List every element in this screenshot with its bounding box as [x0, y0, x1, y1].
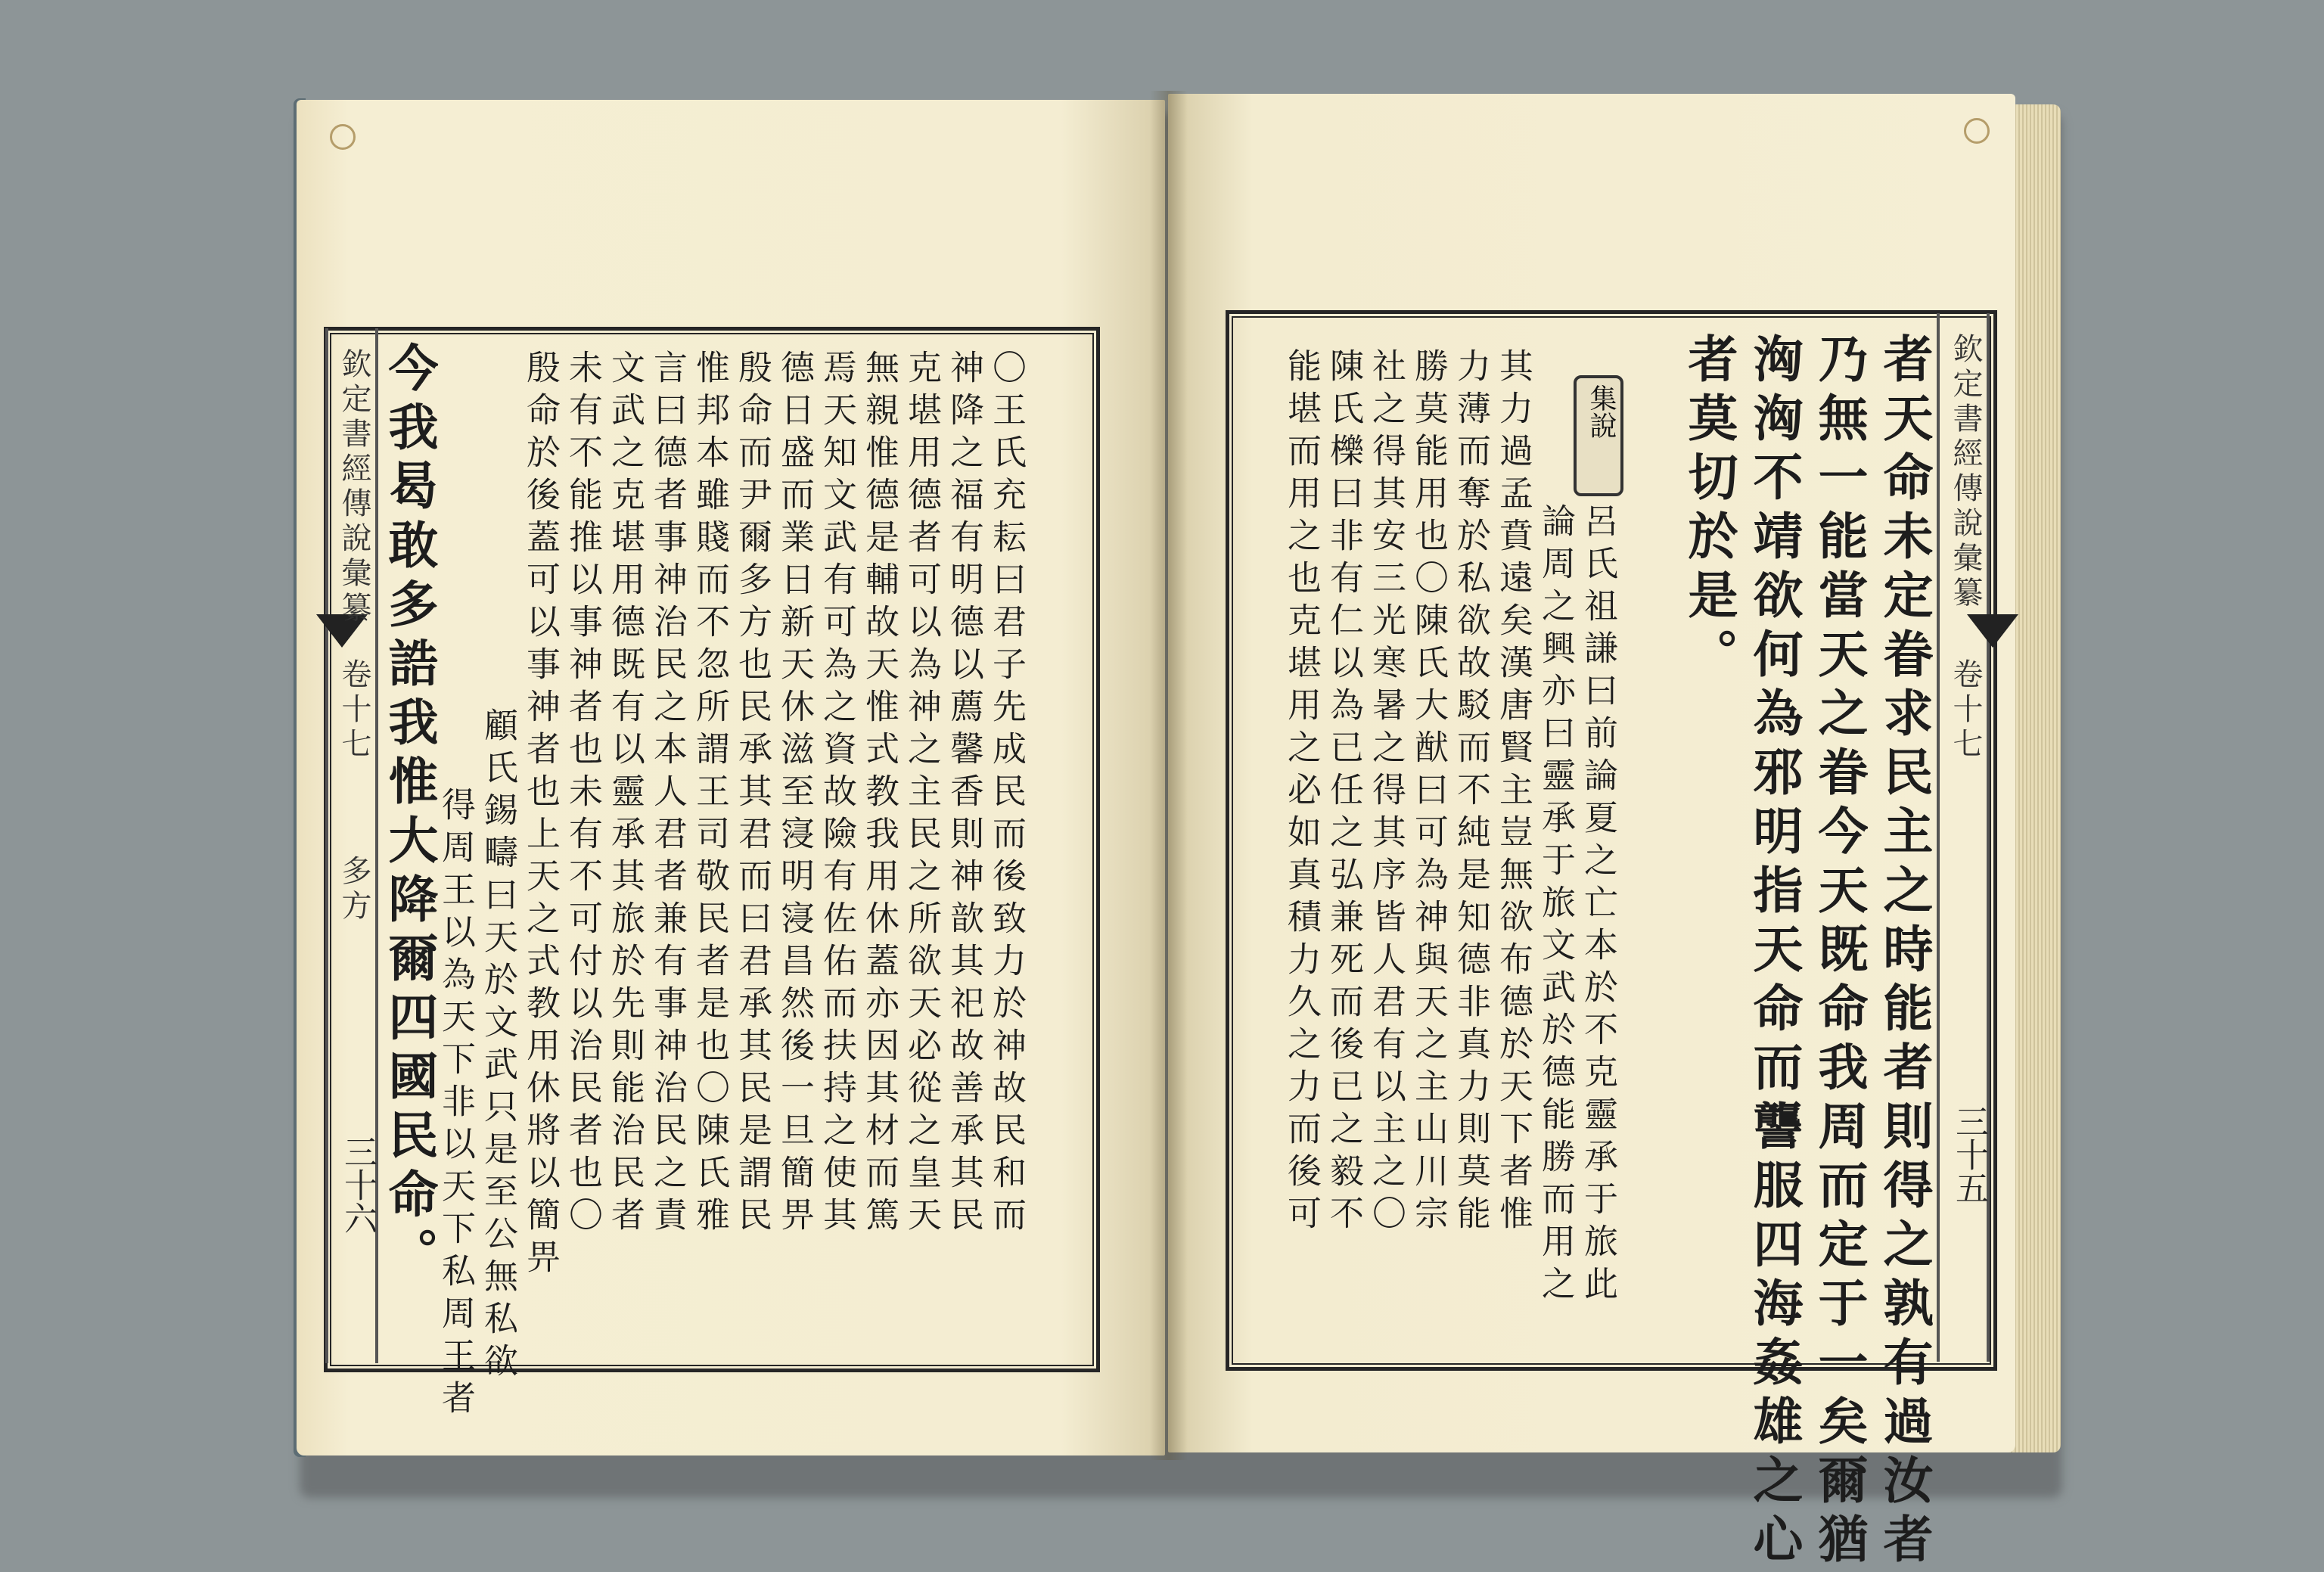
left-commentary-line: 顧氏錫疇曰天於文武只是至公無私欲: [478, 707, 518, 1385]
right-commentary-line: 其力過孟賁遠矣漢唐賢主豈無欲布德於天下者惟: [1493, 348, 1533, 1238]
left-commentary-line: 德日盛而業日新天休滋至寖明寖昌然後一旦簡畀: [775, 350, 815, 1239]
right-commentary-line: 論周之興亦曰靈承于旅文武於德能勝而用之: [1536, 503, 1576, 1308]
right-commentary-line: 社之得其安三光寒暑之得其序皆人君有以主之〇: [1366, 348, 1406, 1238]
right-page-number: 三十五: [1950, 1104, 1988, 1204]
left-commentary-line: 文武之克堪用德既有以靈承其旅於先則能治民者: [605, 350, 645, 1239]
right-main-text-line: 洶洶不靖欲何為邪明指天命而讋服四海姦雄之心: [1745, 333, 1804, 1572]
book-gutter: [1150, 91, 1188, 1460]
right-margin-title: 欽定書經傳說彙纂: [1948, 333, 1983, 611]
left-margin-chapter: 多方: [337, 855, 371, 924]
right-commentary-line: 能堪而用之也克堪用之必如真積力久之力而後可: [1282, 348, 1322, 1238]
left-page-number: 三十六: [338, 1135, 377, 1235]
right-main-text-line: 乃無一能當天之眷今天既命我周而定于一矣爾猶: [1810, 333, 1869, 1572]
left-commentary-line: 克堪用德者可以為神之主民之所欲天必從之皇天: [902, 350, 942, 1239]
left-commentary-line: 殷命而尹爾多方也民承其君而曰君承其民是謂民: [732, 350, 772, 1239]
left-margin-title: 欽定書經傳說彙纂: [337, 348, 371, 626]
left-commentary-line: 神降之福有明德以薦馨香則神歆其祀故善承其民: [944, 350, 984, 1239]
left-commentary-line: 惟邦本雖賤而不忽所謂王司敬民者是也〇陳氏雅: [690, 350, 730, 1239]
right-commentary-line: 勝莫能用也〇陳氏大猷曰可為神與天之主山川宗: [1409, 348, 1449, 1238]
right-commentary-line: 力薄而奪於私欲故駁而不純是知德非真力則莫能: [1451, 348, 1491, 1238]
seal-text: 集說: [1586, 384, 1617, 439]
left-commentary-line: 焉天知文武有可為之資故險有佐佑而扶持之使其: [817, 350, 857, 1239]
right-commentary-line: 呂氏祖謙曰前論夏之亡本於不克靈承于旅此: [1578, 503, 1618, 1308]
left-commentary-line: 得周王以為天下非以天下私周王者: [436, 787, 476, 1422]
right-margin-volume: 卷十七: [1948, 658, 1983, 763]
left-main-text-line: 今我曷敢多誥我惟大降爾四國民命。: [380, 342, 439, 1286]
left-commentary-line: 〇王氏充耘曰君子先成民而後致力於神故民和而: [986, 350, 1027, 1239]
right-main-text-line: 者天命未定眷求民主之時能者則得之孰有過汝者: [1875, 333, 1934, 1572]
left-commentary-line: 無親惟德是輔故天惟式教我用休蓋亦因其材而篤: [859, 350, 899, 1239]
right-main-text-line: 者莫切於是。: [1679, 333, 1738, 687]
binding-string-left: [330, 124, 356, 150]
left-commentary-line: 未有不能推以事神者也未有不可付以治民者也〇: [563, 350, 603, 1239]
left-margin-volume: 卷十七: [337, 658, 371, 763]
jishuo-seal-label: [1574, 375, 1623, 496]
binding-string-right: [1964, 118, 1990, 144]
left-commentary-line: 言曰德者事神治民之本人君者兼有事神治民之責: [648, 350, 688, 1239]
right-commentary-line: 陳氏櫟曰非有仁以為已任之弘兼死而後已之毅不: [1324, 348, 1364, 1238]
fish-tail-marker-right: [1967, 614, 2018, 648]
left-commentary-line: 殷命於後蓋可以事神者也上天之式教用休將以簡畀: [520, 350, 561, 1282]
